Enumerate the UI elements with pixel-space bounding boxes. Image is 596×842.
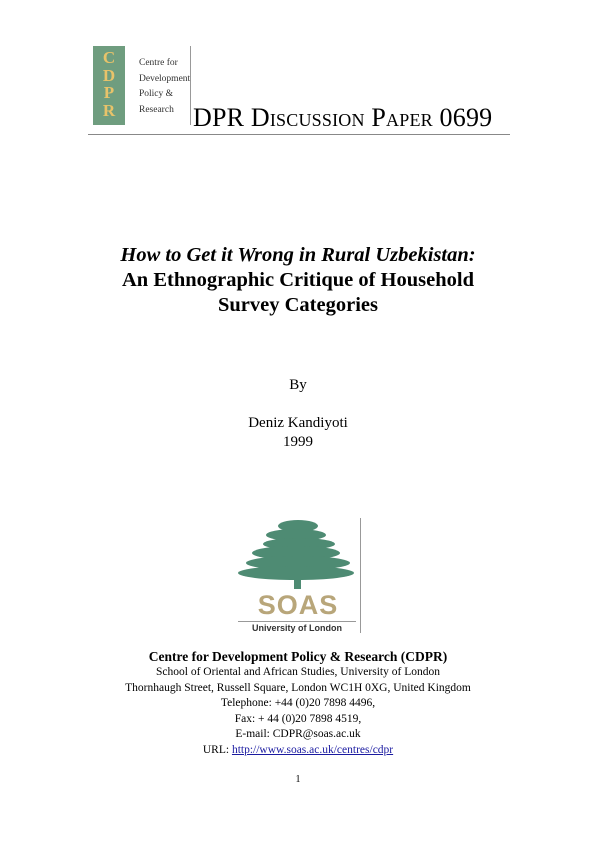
author-name: Deniz Kandiyoti <box>248 415 348 431</box>
soas-wordmark: SOAS <box>257 590 339 620</box>
by-label: By <box>289 377 307 393</box>
logo-text-line: Policy & <box>139 89 174 99</box>
author-block <box>0 414 596 452</box>
contact-line: School of Oriental and African Studies, University of London <box>156 666 440 678</box>
series-title: DPR Discussion Paper 0699 <box>193 103 493 132</box>
soas-logo <box>236 518 361 633</box>
logo-text-line: Development <box>139 73 191 84</box>
soas-subtitle: University of London <box>238 621 356 633</box>
cdpr-logo <box>93 46 191 125</box>
contact-address: Thornhaugh Street, Russell Square, London WC1H 0XG, United Kingdom <box>125 681 471 694</box>
title-line-1: How to Get it Wrong in Rural Uzbekistan: <box>120 244 476 266</box>
contact-org: Centre for Development Policy & Research (CDPR) <box>148 649 448 664</box>
contact-email: E-mail: CDPR@soas.ac.uk <box>235 728 361 740</box>
cdpr-logo-letters <box>93 46 125 125</box>
logo-letter: R <box>102 100 116 120</box>
contact-block <box>0 648 596 758</box>
page-number: 1 <box>295 774 301 785</box>
url-label: URL: <box>202 743 232 756</box>
paper-title <box>0 243 596 318</box>
contact-fax: Fax: + 44 (0)20 7898 4519, <box>234 712 362 725</box>
cdpr-logo-text <box>139 56 190 118</box>
contact-url <box>0 743 596 759</box>
logo-letter: C <box>102 48 116 67</box>
title-line-3: Survey Categories <box>218 294 378 316</box>
logo-text-line: Research <box>139 104 174 115</box>
tree-icon <box>236 518 360 590</box>
publication-year: 1999 <box>283 434 313 450</box>
logo-text-line: Centre for <box>139 58 178 68</box>
url-link[interactable]: http://www.soas.ac.uk/centres/cdpr <box>231 743 394 756</box>
logo-letter: P <box>103 83 115 102</box>
header-rule <box>88 134 510 135</box>
logo-letter: D <box>102 65 116 85</box>
contact-telephone: Telephone: +44 (0)20 7898 4496, <box>220 697 376 709</box>
title-line-2: An Ethnographic Critique of Household <box>122 269 474 291</box>
